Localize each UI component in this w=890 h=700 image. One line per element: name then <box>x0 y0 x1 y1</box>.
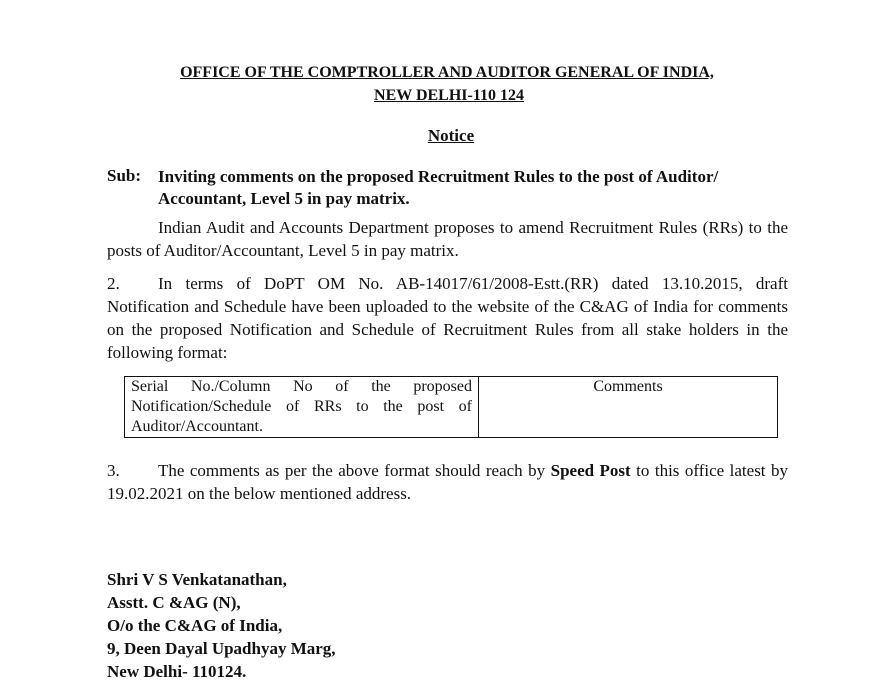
office-heading: OFFICE OF THE COMPTROLLER AND AUDITOR GENERAL OF INDIA, <box>180 64 714 81</box>
paragraph-3 <box>107 459 788 505</box>
address-line: O/o the C&AG of India, <box>107 616 283 635</box>
paragraph-3-text-after: to this office latest by 19.02.2021 on the below mentioned address. <box>107 461 788 503</box>
paragraph-1: Indian Audit and Accounts Department proposes to amend Recruitment Rules (RRs) to the posts of Auditor/Accountant, Level 5 in pay matrix. <box>107 218 788 260</box>
paragraph-2 <box>107 272 788 364</box>
address-block <box>107 568 336 683</box>
paragraph-3-number: 3. <box>107 461 120 480</box>
subject-text: Inviting comments on the proposed Recruitment Rules to the post of Auditor/ Accountant, Level 5 in pay matrix. <box>158 167 719 208</box>
speed-post-emphasis: Speed Post <box>550 461 631 480</box>
paragraph-3-text-before: The comments as per the above format should reach by <box>158 461 546 480</box>
paragraph-2-text: In terms of DoPT OM No. AB-14017/61/2008-Estt.(RR) dated 13.10.2015, draft Notification and Schedule have been uploaded to the website of the C&AG of India for comments on the proposed Notification and Schedule of Recruitment Rules from all stake holders in the following format: <box>107 274 788 362</box>
address-line: New Delhi- 110124. <box>107 662 247 681</box>
table-row <box>125 377 778 438</box>
subject-label: Sub: <box>107 166 142 185</box>
serial-column-header: Serial No./Column No of the proposed Notification/Schedule of RRs to the post of Auditor/Accountant. <box>125 377 479 438</box>
notice-title: Notice <box>427 126 475 145</box>
address-line: Asstt. C &AG (N), <box>107 593 241 612</box>
paragraph-2-number: 2. <box>107 274 120 293</box>
city-heading: NEW DELHI-110 124 <box>374 87 524 104</box>
address-line: Shri V S Venkatanathan, <box>107 570 287 589</box>
comments-format-table <box>124 376 778 438</box>
comments-column-header: Comments <box>479 377 778 438</box>
address-line: 9, Deen Dayal Upadhyay Marg, <box>107 639 336 658</box>
